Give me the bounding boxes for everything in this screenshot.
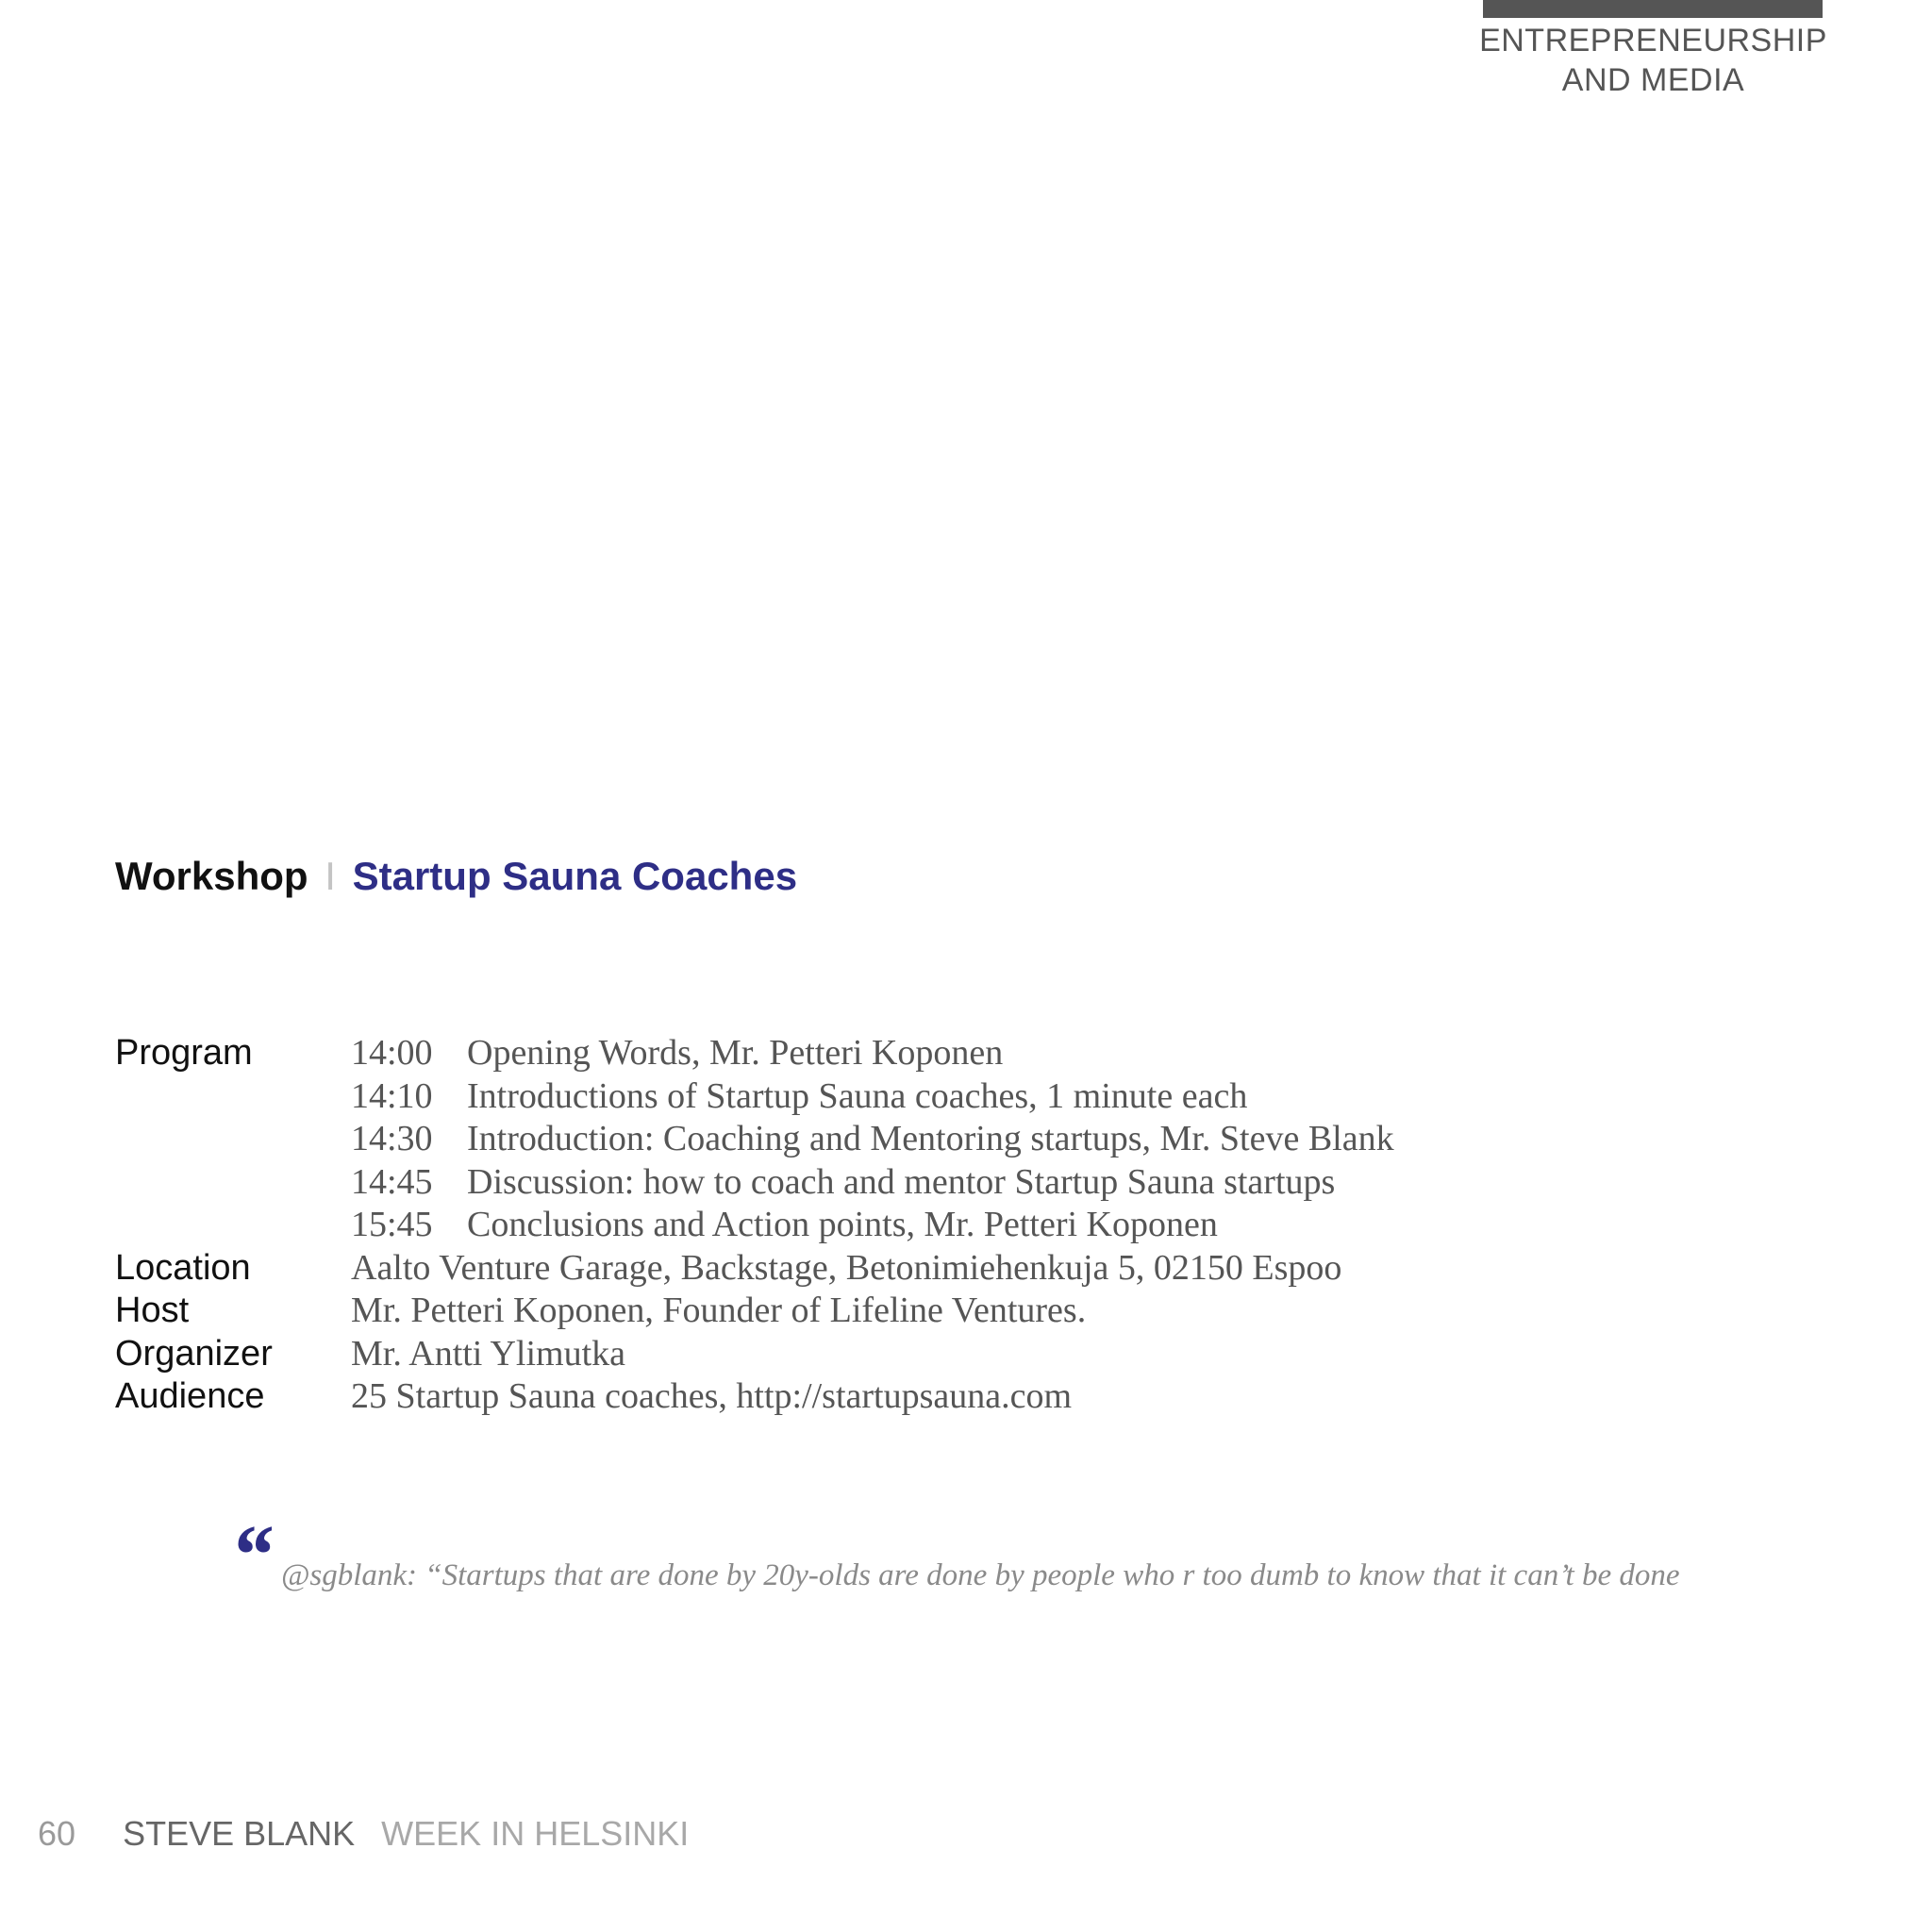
program-label: Program	[115, 1033, 253, 1073]
page-footer	[38, 1813, 689, 1855]
program-item: Introduction: Coaching and Mentoring startups, Mr. Steve Blank	[467, 1119, 1394, 1158]
section-tag	[1434, 21, 1873, 100]
pull-quote: @sgblank: “Startups that are done by 20y-olds are done by people who r too dumb to know that it can’t be done	[281, 1558, 1680, 1592]
host-label: Host	[115, 1291, 190, 1330]
footer-author: STEVE BLANK	[123, 1814, 356, 1853]
program-time: 14:45	[351, 1161, 433, 1202]
host-value: Mr. Petteri Koponen, Founder of Lifeline Ventures.	[351, 1291, 1087, 1330]
program-item: Discussion: how to coach and mentor Startup Sauna startups	[467, 1161, 1336, 1202]
location-value: Aalto Venture Garage, Backstage, Betonimiehenkuja 5, 02150 Espoo	[351, 1247, 1342, 1288]
section-tag-line2: AND MEDIA	[1561, 62, 1745, 98]
page-number: 60	[38, 1814, 76, 1853]
section-tag-line1: ENTREPRENEURSHIP	[1479, 23, 1827, 58]
organizer-label: Organizer	[115, 1333, 273, 1374]
program-time: 15:45	[351, 1205, 433, 1244]
footer-series: WEEK IN HELSINKI	[381, 1814, 690, 1853]
program-time: 14:10	[351, 1075, 433, 1116]
program-time: 14:00	[351, 1033, 433, 1073]
audience-value: 25 Startup Sauna coaches, http://startupsauna.com	[351, 1376, 1073, 1416]
program-item: Introductions of Startup Sauna coaches, 1 minute each	[467, 1075, 1248, 1116]
audience-label: Audience	[115, 1376, 265, 1416]
location-label: Location	[115, 1247, 251, 1288]
quote-mark-icon: “	[230, 1508, 273, 1602]
program-time: 14:30	[351, 1119, 433, 1158]
workshop-kind: Workshop	[115, 854, 308, 898]
section-tab-bar	[1483, 0, 1823, 18]
organizer-value: Mr. Antti Ylimutka	[351, 1333, 625, 1374]
workshop-title	[115, 854, 797, 899]
program-item: Opening Words, Mr. Petteri Koponen	[467, 1033, 1004, 1073]
title-separator: I	[325, 854, 336, 898]
program-item: Conclusions and Action points, Mr. Petteri Koponen	[467, 1205, 1218, 1244]
workshop-name: Startup Sauna Coaches	[352, 854, 798, 898]
